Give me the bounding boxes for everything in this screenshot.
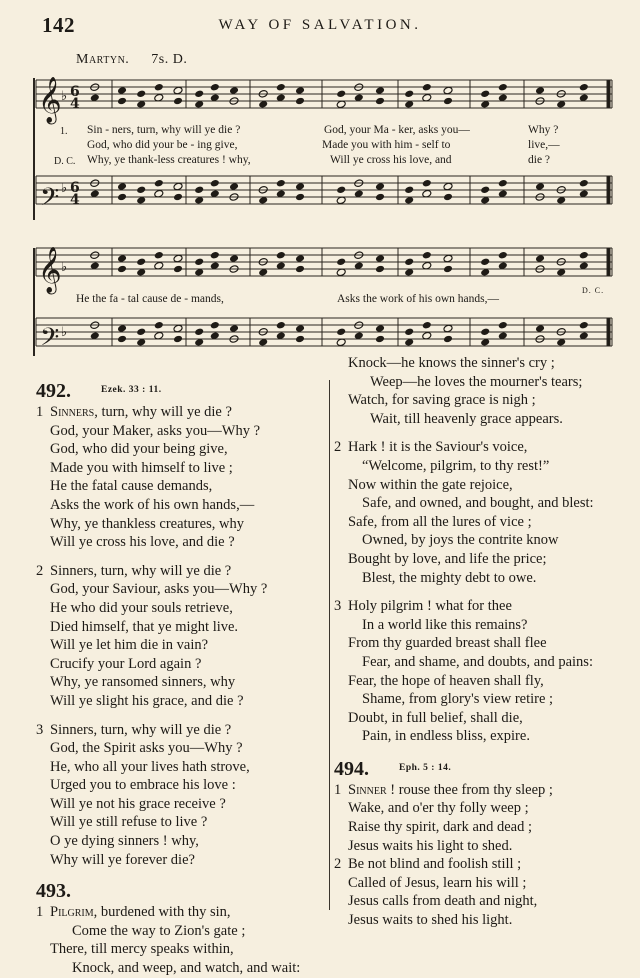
stanza [36,403,326,552]
line-text: Called of Jesus, learn his will ; [348,874,527,891]
line-text: Jesus waits to shed his light. [348,912,513,929]
hymn-line [334,781,634,800]
page-number: 142 [42,13,75,37]
note-head [173,182,183,191]
hymn-line [36,459,326,478]
hymn-line [36,721,326,740]
stanza [334,597,634,746]
note-head [375,86,385,95]
running-title: WAY OF SALVATION. [218,17,422,33]
line-text: Wait, till heavenly grace appears. [370,410,563,427]
hymn-line [36,959,326,978]
scripture-reference: Ezek. 33 : 11. [101,385,162,395]
verse-label: 1. [60,126,68,137]
note-head [194,328,204,337]
staff-lines [36,80,612,346]
hymn-line [36,832,326,851]
line-text: Died himself, that ye might live. [50,618,239,635]
note-head [443,97,453,106]
verse-number: 3 [334,598,342,615]
line-text: God, the Spirit asks you—Why ? [50,740,243,757]
line-text: Will ye still refuse to live ? [50,814,208,831]
note-head [173,254,183,263]
note-head [336,328,346,337]
hymn-line [36,739,326,758]
hymn-line [36,580,326,599]
line-text: “Welcome, pilgrim, to thy rest!” [362,457,550,474]
note-head [422,321,432,330]
stanza [334,781,634,855]
note-head [295,182,305,191]
line-text: Will ye not his grace receive ? [50,795,226,812]
line-text: Sinners, turn, why will ye die ? [50,562,232,579]
note-head [579,321,589,330]
note-head [375,182,385,191]
note-head [295,324,305,333]
line-text: Pilgrim, burdened with thy sin, [50,904,231,921]
flat-icon: ♭ [61,181,68,196]
note-head [229,182,239,191]
line-text: Asks the work of his own hands,— [50,496,255,513]
note-head [295,265,305,274]
lyric-line: Sin - ners, turn, why will ye die ? [87,124,241,136]
note-head [480,90,490,99]
note-head [443,182,453,191]
note-head [404,328,414,337]
line-text: Crucify your Lord again ? [50,655,202,672]
line-text: Safe, and owned, and bought, and blest: [362,495,594,512]
note-head [229,324,239,333]
stanza [36,562,326,711]
right-column [334,354,634,930]
note-head [295,335,305,344]
note-head [210,179,220,188]
flat-icon: ♭ [61,325,68,340]
line-text: Will ye slight his grace, and die ? [50,692,244,709]
line-text: Shame, from glory's view retire ; [362,691,554,708]
note-head [136,328,146,337]
line-text: Jesus calls from death and night, [348,893,538,910]
line-text: From thy guarded breast shall flee [348,635,547,652]
note-head [117,254,127,263]
line-text: Hark ! it is the Saviour's voice, [348,439,528,456]
note-head [154,83,164,92]
note-head [336,258,346,267]
note-head [480,186,490,195]
lyric-line: Made you with him - self to [322,139,451,151]
line-text: He the fatal cause demands, [50,478,213,495]
hymn-line [334,672,634,691]
note-head [154,251,164,260]
flat-icon: ♭ [61,260,68,275]
hymn-line [36,655,326,674]
note-head [535,324,545,333]
hymn-line [36,477,326,496]
hymn-line [334,391,634,410]
line-text: Sinners, turn, why will ye die ? [50,721,232,738]
note-head [173,324,183,333]
note-head [404,186,414,195]
hymn-line [334,709,634,728]
time-sig: 6 [70,180,80,196]
line-text: Jesus waits his light to shed. [348,837,513,854]
hymn-line [36,903,326,922]
hymn-line [334,457,634,476]
note-head [404,258,414,267]
hymn-number: 493. [36,880,71,903]
flat-icon: ♭ [61,89,68,104]
hymn-line [36,618,326,637]
hymn-line [334,634,634,653]
line-text: Urged you to embrace his love : [50,777,236,794]
hymn-line [36,851,326,870]
note-head [579,251,589,260]
note-head [117,193,127,202]
note-head [579,179,589,188]
left-column [36,378,326,978]
note-head [422,251,432,260]
hymn-line [36,403,326,422]
note-head [535,182,545,191]
hymn-line [36,922,326,941]
clefs [38,77,80,358]
hymn-line [36,533,326,552]
bar-lines [36,80,612,346]
note-head [173,265,183,274]
hymn-line [36,795,326,814]
line-text: God, your Maker, asks you—Why ? [50,422,261,439]
note-head [194,258,204,267]
hymn-line [334,410,634,429]
note-head [443,265,453,274]
note-head [136,186,146,195]
line-text: Raise thy spirit, dark and dead ; [348,819,533,836]
line-text: He who did your souls retrieve, [50,599,233,616]
note-head [276,83,286,92]
line-text: Knock, and weep, and watch, and wait: [72,960,301,977]
verse-number: 2 [36,562,44,579]
column-divider [329,380,330,910]
hymn-line [334,569,634,588]
note-head [229,86,239,95]
note-head [117,335,127,344]
note-head [498,83,508,92]
scripture-reference: Eph. 5 : 14. [399,762,452,773]
hymn-line [334,550,634,569]
treble-clef-icon: 𝄞 [38,247,62,293]
hymn-line [334,494,634,513]
note-head [154,321,164,330]
hymn-line [36,940,326,959]
note-heads [90,83,589,347]
hymn-line [36,758,326,777]
note-head [443,193,453,202]
note-head [498,321,508,330]
lyric-line: Why, ye thank-less creatures ! why, [87,154,251,166]
note-head [375,97,385,106]
note-head [173,335,183,344]
hymn-line [334,799,634,818]
tune-meter: 7s. D. [151,52,188,67]
hymn-line [36,496,326,515]
line-text: In a world like this remains? [362,616,528,633]
note-head [210,321,220,330]
note-head [117,86,127,95]
line-text: Safe, from all the lures of vice ; [348,513,532,530]
note-head [276,251,286,260]
time-sig: 4 [70,96,80,112]
note-head [535,86,545,95]
note-head [154,179,164,188]
note-head [136,90,146,99]
note-head [480,258,490,267]
hymn-line [334,837,634,856]
line-text: Weep—he loves the mourner's tears; [370,373,583,390]
line-text: There, till mercy speaks within, [50,941,234,958]
verse-number: 3 [36,721,44,738]
hymn-line [36,599,326,618]
verse-number: 1 [334,781,342,798]
note-head [443,335,453,344]
note-head [443,254,453,263]
hymn-line [334,855,634,874]
final-bar [607,176,610,204]
line-text: Wake, and o'er thy folly weep ; [348,800,529,817]
hymn-line [334,892,634,911]
line-text: Now within the gate rejoice, [348,476,513,493]
line-text: Why will ye forever die? [50,851,195,868]
line-text: Fear, the hope of heaven shall fly, [348,672,544,689]
note-head [136,258,146,267]
hymn-line [334,513,634,532]
hymn-line [334,653,634,672]
note-head [194,90,204,99]
hymn-line [36,776,326,795]
note-head [535,254,545,263]
time-sig: 4 [70,192,80,208]
note-head [443,324,453,333]
note-head [375,324,385,333]
lyric-line: God, who did your be - ing give, [87,139,238,151]
hymn-line [334,616,634,635]
hymn-line [36,562,326,581]
treble-clef-icon: 𝄞 [38,77,62,123]
hymn-number: 492. [36,380,71,402]
lyric-line: Asks the work of his own hands,— [337,293,499,305]
hymn-heading [36,378,326,403]
hymn-number: 494. [334,757,369,780]
note-head [295,254,305,263]
note-head [375,265,385,274]
lyric-line: live,— [528,139,560,151]
time-sig: 6 [70,84,80,100]
note-head [422,83,432,92]
final-bar [607,80,610,108]
note-head [336,186,346,195]
stanza [334,855,634,929]
final-bar [607,318,610,346]
line-text: Knock—he knows the sinner's cry ; [348,355,555,371]
verse-number: 1 [36,404,44,420]
note-head [404,90,414,99]
note-head [295,193,305,202]
lyric-line: Why ? [528,124,559,136]
note-head [210,251,220,260]
hymn-line [36,636,326,655]
hymn-line [334,911,634,930]
note-head [579,83,589,92]
stanza [334,438,634,587]
note-head [117,265,127,274]
line-text: Why, ye thankless creatures, why [50,515,244,532]
line-text: Owned, by joys the contrite know [362,532,559,549]
hymn-line [36,440,326,459]
note-head [173,97,183,106]
line-text: Bought by love, and life the price; [348,550,547,567]
dc-mark: D. C. [582,286,605,295]
hymn-line [334,818,634,837]
note-head [173,86,183,95]
hymn-line [334,874,634,893]
verse-number: 2 [334,856,342,873]
final-bar [607,248,610,276]
hymn-line [334,373,634,392]
hymn-line [334,727,634,746]
lyric-line: He the fa - tal cause de - mands, [76,293,224,305]
line-text: Will ye let him die in vain? [50,637,209,654]
note-head [375,254,385,263]
line-text: Sinner ! rouse thee from thy sleep ; [348,781,553,798]
line-text: He, who all your lives hath strove, [50,758,250,775]
note-head [173,193,183,202]
hymn-heading [334,756,634,781]
bass-clef-icon: 𝄢 [40,323,60,358]
note-head [375,335,385,344]
line-text: Will ye cross his love, and die ? [50,534,235,551]
note-head [498,179,508,188]
verse-number: 1 [36,904,44,921]
line-text: Pain, in endless bliss, expire. [362,728,530,745]
line-text: Why, ye ransomed sinners, why [50,674,236,691]
hymn-line [334,438,634,457]
note-head [336,90,346,99]
line-text: Holy pilgrim ! what for thee [348,598,512,615]
hymn-line [334,690,634,709]
hymn-line [334,531,634,550]
note-head [229,254,239,263]
note-head [194,186,204,195]
hymn-heading [36,879,326,903]
hymn-line [334,476,634,495]
note-head [117,182,127,191]
hymn-line [334,597,634,616]
tune-name: Martyn. [76,52,130,67]
lyric-line: Will ye cross his love, and [330,154,452,166]
stanza [36,721,326,870]
note-head [117,97,127,106]
stanza [36,903,326,977]
bass-clef-icon: 𝄢 [40,183,60,218]
note-head [117,324,127,333]
note-head [480,328,490,337]
verse-number: 2 [334,439,342,456]
lyric-line: die ? [528,154,551,166]
note-head [295,97,305,106]
line-text: God, your Saviour, asks you—Why ? [50,581,268,598]
hymn-line [36,673,326,692]
line-text: O ye dying sinners ! why, [50,833,199,850]
note-head [276,179,286,188]
note-head [295,86,305,95]
note-head [422,179,432,188]
line-text: Doubt, in full belief, shall die, [348,709,523,726]
line-text: Blest, the mighty debt to owe. [362,569,537,586]
stanza-continued [334,354,634,428]
hymn-line [36,692,326,711]
note-head [498,251,508,260]
lyric-line: God, your Ma - ker, asks you— [324,124,470,136]
note-head [443,86,453,95]
line-text: Come the way to Zion's gate ; [72,922,246,939]
hymn-line [334,354,634,373]
hymn-line [36,813,326,832]
line-text: Fear, and shame, and doubts, and pains: [362,653,593,670]
line-text: Be not blind and foolish still ; [348,856,522,873]
note-head [210,83,220,92]
music-score [0,0,640,370]
line-text: Made you with himself to live ; [50,459,233,476]
note-head [276,321,286,330]
note-head [375,193,385,202]
dc-label: D. C. [54,156,76,167]
hymn-line [36,515,326,534]
line-text: Sinners, turn, why will ye die ? [50,404,232,420]
line-text: Watch, for saving grace is nigh ; [348,392,536,409]
line-text: God, who did your being give, [50,441,228,458]
hymn-line [36,422,326,441]
